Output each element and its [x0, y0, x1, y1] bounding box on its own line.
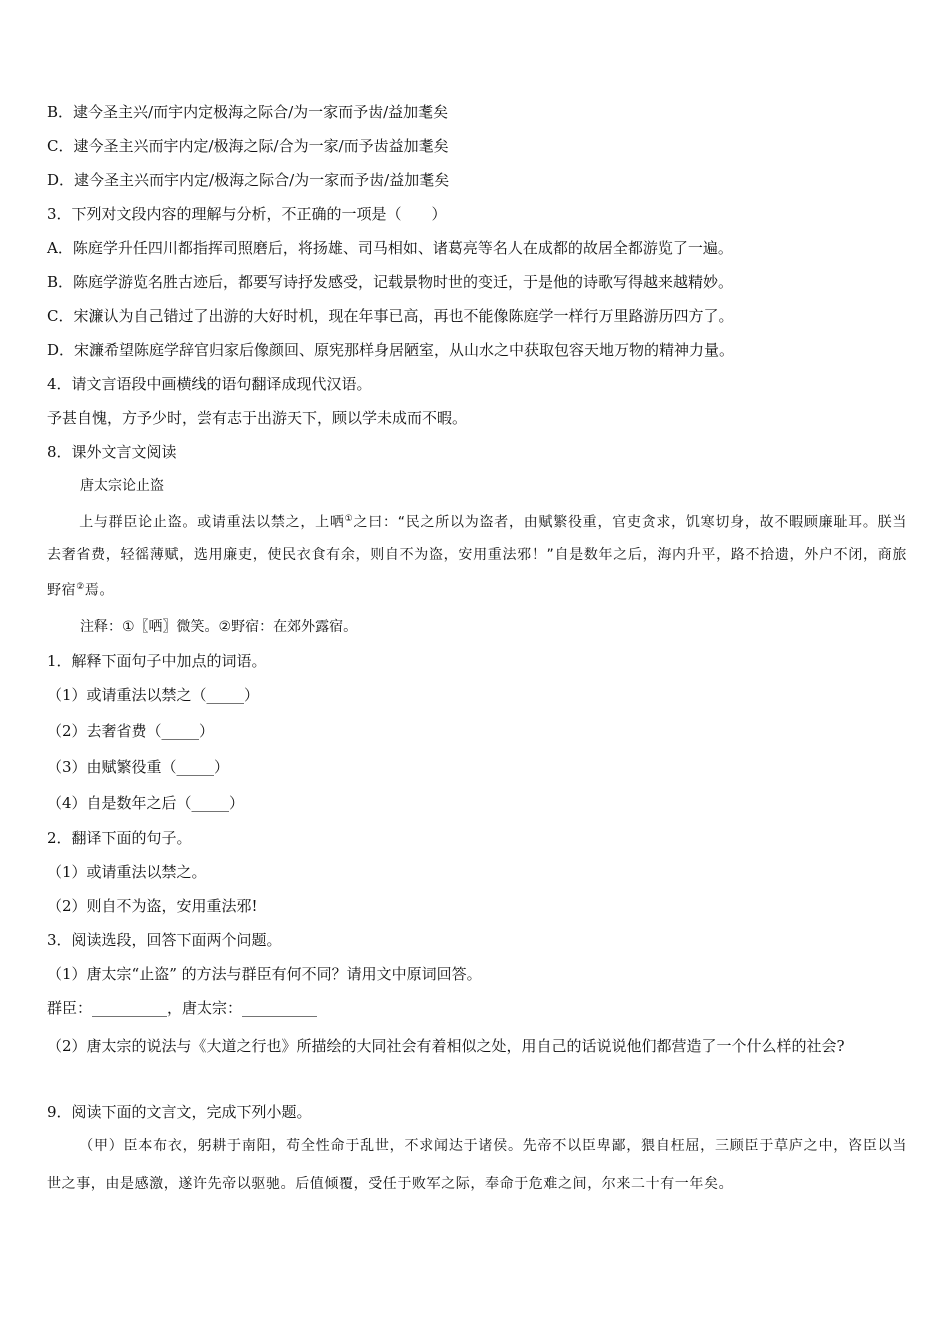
- passage-9: （甲）臣本布衣，躬耕于南阳，苟全性命于乱世，不求闻达于诸侯。先帝不以臣卑鄙，猥自枉屈，三顾臣于草庐之中，咨臣以当世之事，由是感激，遂许先帝以驱驰。后值倾覆，受任于败军之际，奉命于危难之间，尔来二十有一年矣。: [47, 1138, 907, 1192]
- q2-option-b: B．逮今圣主兴/而宇内定极海之际合/为一家而予齿/益加耄矣: [47, 103, 449, 121]
- q3-option-d: D．宋濂希望陈庭学辞官归家后像颜回、原宪那样身居陋室，从山水之中获取包容天地万物的精神力量。: [47, 341, 735, 359]
- q2-option-c: C．逮今圣主兴而宇内定/极海之际/合为一家/而予齿益加耄矣: [47, 137, 449, 155]
- s8-q2-stem: 2．翻译下面的句子。: [47, 829, 192, 847]
- passage-note: 注释：①〖哂〗微笑。②野宿：在郊外露宿。: [80, 619, 358, 635]
- section8-heading: 8．课外文言文阅读: [47, 443, 177, 461]
- passage-title: 唐太宗论止盗: [80, 478, 164, 494]
- footnote-marker-2: ②: [76, 581, 85, 592]
- section9-heading: 9．阅读下面的文言文，完成下列小题。: [47, 1103, 312, 1121]
- s8-q1-item2: （2）去奢省费（_____）: [47, 722, 215, 740]
- passage-8-part1: 上与群臣论止盗。或请重法以禁之，上哂: [79, 514, 345, 531]
- s8-q1-item4: （4）自是数年之后（_____）: [47, 794, 245, 812]
- s8-q3-answer-blanks: 群臣：__________，唐太宗：__________: [47, 999, 318, 1017]
- s8-q3-stem: 3．阅读选段，回答下面两个问题。: [47, 931, 282, 949]
- q3-option-a: A．陈庭学升任四川都指挥司照磨后，将扬雄、司马相如、诸葛亮等名人在成都的故居全都游览了一遍。: [47, 239, 733, 257]
- q3-option-c: C．宋濂认为自己错过了出游的大好时机，现在年事已高，再也不能像陈庭学一样行万里路游历四方了。: [47, 307, 734, 325]
- s8-q1-item1: （1）或请重法以禁之（_____）: [47, 686, 260, 704]
- passage-8: [47, 503, 907, 606]
- q4-sentence: 予甚自愧，方予少时，尝有志于出游天下，顾以学未成而不暇。: [47, 409, 468, 427]
- s8-q2-item2: （2）则自不为盗，安用重法邪!: [47, 897, 258, 915]
- s8-q1-stem: 1．解释下面句子中加点的词语。: [47, 652, 267, 670]
- footnote-marker-1: ①: [344, 514, 354, 524]
- passage-8-part2: 之曰：“民之所以为盗者，由赋繁役重，官吏贪求，饥寒切身，故不暇顾廉耻耳。朕当去奢省费，轻徭薄赋，选用廉吏，使民衣食有余，则自不为盗，安用重法邪！”自是数年之后，海内升平，路不拾遗，外户不闭，商旅野宿: [47, 514, 907, 599]
- q3-option-b: B．陈庭学游览名胜古迹后，都要写诗抒发感受，记载景物时世的变迁，于是他的诗歌写得越来越精妙。: [47, 273, 734, 291]
- s8-q3-item2: （2）唐太宗的说法与《大道之行也》所描绘的大同社会有着相似之处，用自己的话说说他们都营造了一个什么样的社会?: [47, 1037, 845, 1055]
- passage-8-part3: 焉。: [84, 582, 115, 599]
- s8-q3-item1: （1）唐太宗“止盗” 的方法与群臣有何不同？请用文中原词回答。: [47, 965, 482, 983]
- q2-option-d: D．逮今圣主兴而宇内定/极海之际合/为一家而予齿/益加耄矣: [47, 171, 450, 189]
- s8-q2-item1: （1）或请重法以禁之。: [47, 863, 207, 881]
- s8-q1-item3: （3）由赋繁役重（_____）: [47, 758, 230, 776]
- q4-stem: 4．请文言语段中画横线的语句翻译成现代汉语。: [47, 375, 372, 393]
- q3-stem: 3．下列对文段内容的理解与分析，不正确的一项是（ ）: [47, 205, 447, 223]
